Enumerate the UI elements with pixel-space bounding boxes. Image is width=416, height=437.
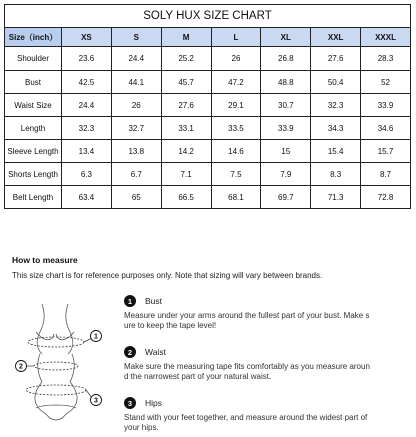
table-row [5,140,411,163]
desc-line: Stand with your feet together, and measure around the widest part of [124,413,368,422]
step-number-badge: 1 [124,295,136,307]
step-description [124,413,409,433]
desc-line: your hips. [124,423,159,432]
step-waist [124,345,409,382]
table-cell: 68.1 [211,186,261,209]
step-title: Bust [145,296,163,306]
reference-note: This size chart is for reference purposes only. Note that sizing will vary between brands. [12,271,323,280]
row-label: Shoulder [5,47,62,71]
how-to-measure-title: How to measure [12,255,78,265]
row-label: Sleeve Length [5,140,62,163]
table-cell: 7.1 [161,163,211,186]
table-cell: 7.5 [211,163,261,186]
step-title: Waist [145,347,166,357]
size-header-label: Size（inch） [5,28,62,47]
size-header-row [5,28,411,47]
row-label: Belt Length [5,186,62,209]
table-cell: 63.4 [62,186,112,209]
table-cell: 44.1 [111,71,161,94]
table-cell: 15.7 [361,140,411,163]
size-header-m: M [161,28,211,47]
table-cell: 6.7 [111,163,161,186]
table-cell: 32.3 [311,94,361,117]
step-number-badge: 3 [124,397,136,409]
size-header-s: S [111,28,161,47]
table-cell: 8.7 [361,163,411,186]
table-cell: 33.9 [261,117,311,140]
table-cell: 23.6 [62,47,112,71]
step-description [124,311,409,331]
table-cell: 33.5 [211,117,261,140]
desc-line: Measure under your arms around the fullest part of your bust. Make s [124,311,370,320]
chart-title: SOLY HUX SIZE CHART [5,5,411,28]
row-label: Shorts Length [5,163,62,186]
row-label: Bust [5,71,62,94]
table-cell: 28.3 [361,47,411,71]
table-cell: 69.7 [261,186,311,209]
figure-marker-3: 3 [94,397,98,405]
table-cell: 24.4 [111,47,161,71]
table-cell: 32.3 [62,117,112,140]
figure-marker-2: 2 [19,363,23,371]
table-cell: 14.2 [161,140,211,163]
table-cell: 33.9 [361,94,411,117]
step-title: Hips [145,398,163,408]
table-row [5,47,411,71]
table-cell: 7.9 [261,163,311,186]
desc-line: Make sure the measuring tape fits comfortably as you measure aroun [124,362,370,371]
table-cell: 24.4 [62,94,112,117]
size-header-xxl: XXL [311,28,361,47]
table-cell: 65 [111,186,161,209]
table-cell: 34.3 [311,117,361,140]
table-cell: 29.1 [211,94,261,117]
desc-line: ure to keep the tape level! [124,321,217,330]
size-header-xl: XL [261,28,311,47]
table-cell: 32.7 [111,117,161,140]
table-cell: 15.4 [311,140,361,163]
size-chart-table [4,4,411,209]
table-cell: 47.2 [211,71,261,94]
table-cell: 52 [361,71,411,94]
step-bust [124,294,409,331]
table-cell: 14.6 [211,140,261,163]
table-cell: 25.2 [161,47,211,71]
size-header-xxxl: XXXL [361,28,411,47]
table-cell: 26 [211,47,261,71]
row-label: Waist Size [5,94,62,117]
size-header-xs: XS [62,28,112,47]
table-cell: 33.1 [161,117,211,140]
table-cell: 30.7 [261,94,311,117]
table-row [5,186,411,209]
step-number-badge: 2 [124,346,136,358]
table-cell: 27.6 [311,47,361,71]
table-row [5,94,411,117]
table-cell: 48.8 [261,71,311,94]
row-label: Length [5,117,62,140]
table-cell: 13.4 [62,140,112,163]
table-cell: 71.3 [311,186,361,209]
table-row [5,117,411,140]
body-measure-illustration [6,298,116,436]
table-cell: 26.8 [261,47,311,71]
table-cell: 15 [261,140,311,163]
table-cell: 27.6 [161,94,211,117]
table-cell: 72.8 [361,186,411,209]
step-description [124,362,409,382]
table-cell: 26 [111,94,161,117]
table-row [5,163,411,186]
table-row [5,71,411,94]
size-header-l: L [211,28,261,47]
table-cell: 45.7 [161,71,211,94]
table-cell: 66.5 [161,186,211,209]
figure-marker-1: 1 [94,333,98,341]
table-cell: 34.6 [361,117,411,140]
table-cell: 6.3 [62,163,112,186]
table-cell: 8.3 [311,163,361,186]
table-cell: 42.5 [62,71,112,94]
desc-line: d the narrowest part of your natural waist. [124,372,272,381]
step-hips [124,396,409,433]
table-cell: 13.8 [111,140,161,163]
table-cell: 50.4 [311,71,361,94]
